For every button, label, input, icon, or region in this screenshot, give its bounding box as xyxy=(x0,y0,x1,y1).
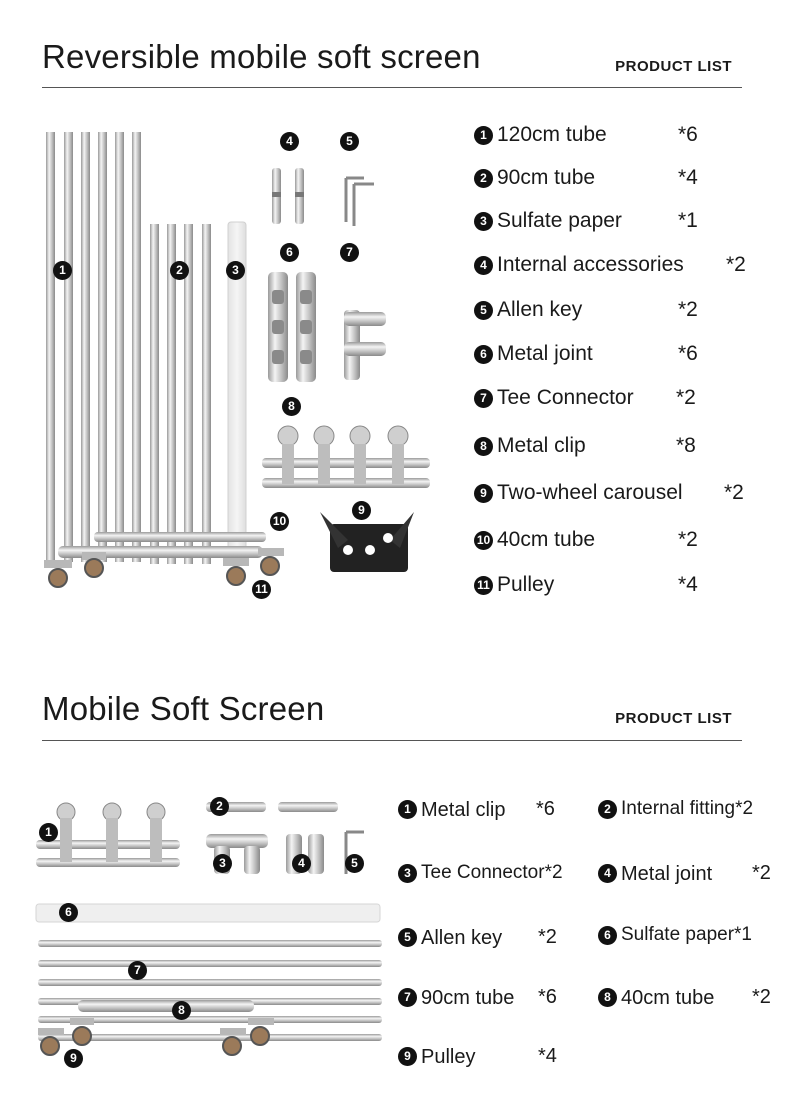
tee-connectors xyxy=(344,310,386,380)
two-wheel-carousel xyxy=(320,512,414,572)
item-label: Pulley xyxy=(497,573,555,597)
item-qty: *2 xyxy=(538,926,557,948)
item-label: Metal joint xyxy=(621,862,713,885)
list-item xyxy=(474,480,744,506)
divider xyxy=(42,87,742,88)
item-number: 5 xyxy=(474,301,493,320)
item-label: 90cm tube xyxy=(421,986,515,1009)
callout-2: 2 xyxy=(210,797,229,816)
section-title: Mobile Soft Screen xyxy=(42,690,325,727)
callout-8: 8 xyxy=(172,1001,191,1020)
item-qty: *6 xyxy=(538,986,557,1008)
item-qty: *6 xyxy=(536,798,555,820)
item-label: Sulfate paper xyxy=(497,209,622,233)
list-item xyxy=(474,385,696,411)
item-label: 90cm tube xyxy=(497,166,596,190)
item-number: 9 xyxy=(474,484,493,503)
item-qty: *4 xyxy=(678,573,698,596)
item-number: 3 xyxy=(398,864,417,883)
callout-5: 5 xyxy=(340,132,359,151)
item-number: 3 xyxy=(474,212,493,231)
item-qty: *2 xyxy=(678,298,698,321)
list-item xyxy=(474,572,698,598)
callout-6: 6 xyxy=(280,243,299,262)
list-item xyxy=(474,252,746,278)
list-item xyxy=(598,984,771,1011)
item-number: 7 xyxy=(398,988,417,1007)
item-label: Metal clip xyxy=(497,434,586,458)
allen-keys xyxy=(346,178,374,226)
tube-120cm-group xyxy=(46,132,141,562)
item-number: 8 xyxy=(598,988,617,1007)
item-qty: *2 xyxy=(678,528,698,551)
item-qty: *2 xyxy=(752,862,771,884)
item-label: Pulley xyxy=(421,1045,476,1068)
item-label: Tee Connector xyxy=(421,862,545,883)
list-item xyxy=(474,433,696,459)
item-qty: *1 xyxy=(734,924,752,946)
item-qty: *8 xyxy=(676,434,696,457)
list-item xyxy=(398,984,557,1011)
list-item xyxy=(398,796,555,823)
callout-8: 8 xyxy=(282,397,301,416)
product-illustration xyxy=(30,790,390,1080)
item-label: Internal fitting xyxy=(621,798,736,819)
item-label: Sulfate paper xyxy=(621,924,735,945)
list-item xyxy=(398,1043,557,1070)
callout-3: 3 xyxy=(226,261,245,280)
item-qty: *4 xyxy=(678,166,698,189)
callout-3: 3 xyxy=(213,854,232,873)
item-qty: *2 xyxy=(544,862,563,884)
item-number: 2 xyxy=(598,800,617,819)
item-number: 10 xyxy=(474,531,493,550)
callout-1: 1 xyxy=(39,823,58,842)
callout-10: 10 xyxy=(270,512,289,531)
item-qty: *2 xyxy=(724,481,744,504)
list-item xyxy=(474,297,698,323)
callout-4: 4 xyxy=(280,132,299,151)
item-label: Allen key xyxy=(497,298,583,322)
list-item xyxy=(598,922,752,948)
item-qty: *2 xyxy=(752,986,771,1008)
item-number: 1 xyxy=(398,800,417,819)
callout-5: 5 xyxy=(345,854,364,873)
metal-joints xyxy=(268,272,316,382)
item-qty: *2 xyxy=(735,798,754,820)
item-number: 6 xyxy=(474,345,493,364)
item-qty: *4 xyxy=(538,1045,557,1067)
list-item xyxy=(598,796,753,822)
list-item xyxy=(474,122,698,148)
item-label: Internal accessories xyxy=(497,253,684,277)
item-number: 6 xyxy=(598,926,617,945)
product-illustration xyxy=(30,120,450,610)
item-number: 7 xyxy=(474,389,493,408)
internal-accessories xyxy=(272,168,304,224)
item-label: 40cm tube xyxy=(621,986,715,1009)
item-label: Metal clip xyxy=(421,798,506,821)
callout-4: 4 xyxy=(292,854,311,873)
item-number: 1 xyxy=(474,126,493,145)
list-item xyxy=(474,165,698,191)
item-number: 8 xyxy=(474,437,493,456)
callout-11: 11 xyxy=(252,580,271,599)
item-qty: *1 xyxy=(678,209,698,232)
list-item xyxy=(474,527,698,553)
section-subtitle: PRODUCT LIST xyxy=(615,58,732,75)
item-number: 4 xyxy=(598,864,617,883)
item-label: Two-wheel carousel xyxy=(497,481,683,505)
section-subtitle: PRODUCT LIST xyxy=(615,710,732,727)
item-label: 40cm tube xyxy=(497,528,596,552)
item-label: 120cm tube xyxy=(497,123,607,147)
item-number: 9 xyxy=(398,1047,417,1066)
item-qty: *2 xyxy=(726,253,746,276)
item-label: Tee Connector xyxy=(497,386,634,410)
tube-90cm-group xyxy=(38,940,382,1041)
item-qty: *6 xyxy=(678,342,698,365)
list-item xyxy=(598,860,771,887)
callout-9: 9 xyxy=(64,1049,83,1068)
list-item xyxy=(398,924,557,951)
item-qty: *6 xyxy=(678,123,698,146)
callout-6: 6 xyxy=(59,903,78,922)
list-item xyxy=(474,208,698,234)
callout-2: 2 xyxy=(170,261,189,280)
list-item xyxy=(474,341,698,367)
item-qty: *2 xyxy=(676,386,696,409)
item-number: 5 xyxy=(398,928,417,947)
list-item xyxy=(398,860,563,886)
callout-9: 9 xyxy=(352,501,371,520)
callout-7: 7 xyxy=(128,961,147,980)
section-title: Reversible mobile soft screen xyxy=(42,38,481,75)
divider xyxy=(42,740,742,741)
callout-7: 7 xyxy=(340,243,359,262)
item-number: 4 xyxy=(474,256,493,275)
item-label: Allen key xyxy=(421,926,503,949)
callout-1: 1 xyxy=(53,261,72,280)
item-number: 2 xyxy=(474,169,493,188)
item-label: Metal joint xyxy=(497,342,593,366)
item-number: 11 xyxy=(474,576,493,595)
metal-clips xyxy=(262,426,430,488)
